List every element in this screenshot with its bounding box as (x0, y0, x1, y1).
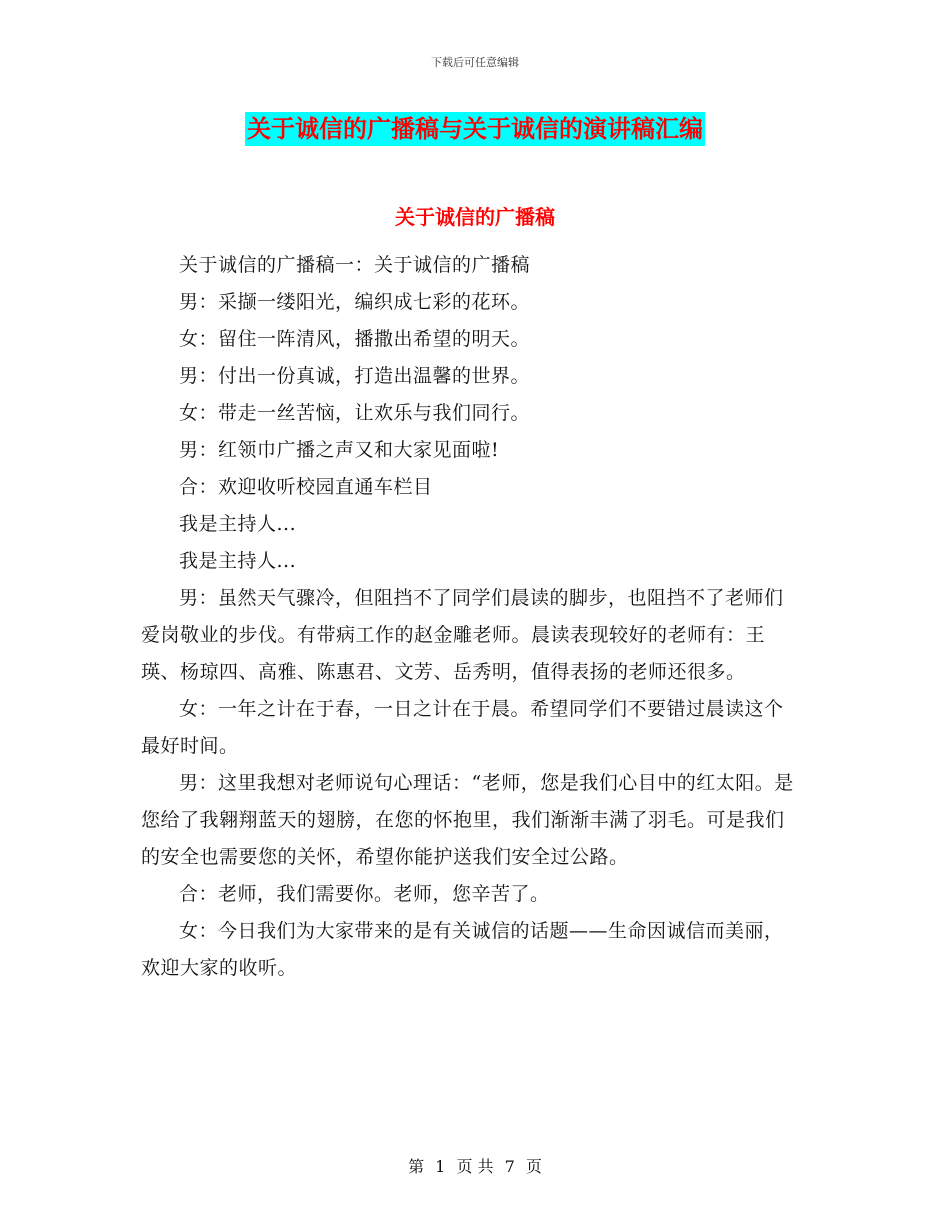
paragraph: 男：采撷一缕阳光，编织成七彩的花环。 (179, 291, 531, 313)
paragraph: 男：红领巾广播之声又和大家见面啦! (179, 439, 500, 461)
section-title: 关于诚信的广播稿 (395, 205, 555, 229)
main-title: 关于诚信的广播稿与关于诚信的演讲稿汇编 (245, 112, 705, 146)
paragraph: 我是主持人... (179, 513, 297, 535)
paragraph: 我是主持人... (179, 550, 297, 572)
page-number: 1 (435, 1157, 446, 1176)
document-body (141, 247, 797, 987)
total-pages: 7 (504, 1157, 515, 1176)
paragraph: 男：付出一份真诚，打造出温馨的世界。 (179, 365, 531, 387)
paragraph: 女：一年之计在于春，一日之计在于晨。希望同学们不要错过晨读这个最好时间。 (141, 698, 784, 757)
header-note: 下载后可任意编辑 (431, 56, 519, 69)
footer-label-after: 页 (525, 1157, 542, 1176)
paragraph: 女：留住一阵清风，播撒出希望的明天。 (179, 328, 531, 350)
paragraph: 女：今日我们为大家带来的是有关诚信的话题——生命因诚信而美丽，欢迎大家的收听。 (141, 920, 784, 979)
footer-label-before: 第 (408, 1157, 425, 1176)
footer-label-mid: 页 共 (456, 1157, 494, 1176)
paragraph: 女：带走一丝苦恼，让欢乐与我们同行。 (179, 402, 531, 424)
paragraph: 合：欢迎收听校园直通车栏目 (179, 476, 433, 498)
page-footer (0, 1154, 950, 1177)
paragraph: 合：老师，我们需要你。老师，您辛苦了。 (179, 883, 550, 905)
paragraph: 男：这里我想对老师说句心理话：“老师，您是我们心目中的红太阳。是您给了我翱翔蓝天的翅膀，在您的怀抱里，我们渐渐丰满了羽毛。可是我们的安全也需要您的关怀，希望你能护送我们安全过公路。 (141, 772, 794, 868)
main-title-wrap (0, 112, 950, 146)
paragraph: 关于诚信的广播稿一：关于诚信的广播稿 (179, 254, 531, 276)
paragraph: 男：虽然天气骤冷，但阻挡不了同学们晨读的脚步，也阻挡不了老师们爱岗敬业的步伐。有带病工作的赵金雕老师。晨读表现较好的老师有：王瑛、杨琼四、高雅、陈惠君、文芳、岳秀明，值得表扬的老师还很多。 (141, 587, 784, 683)
